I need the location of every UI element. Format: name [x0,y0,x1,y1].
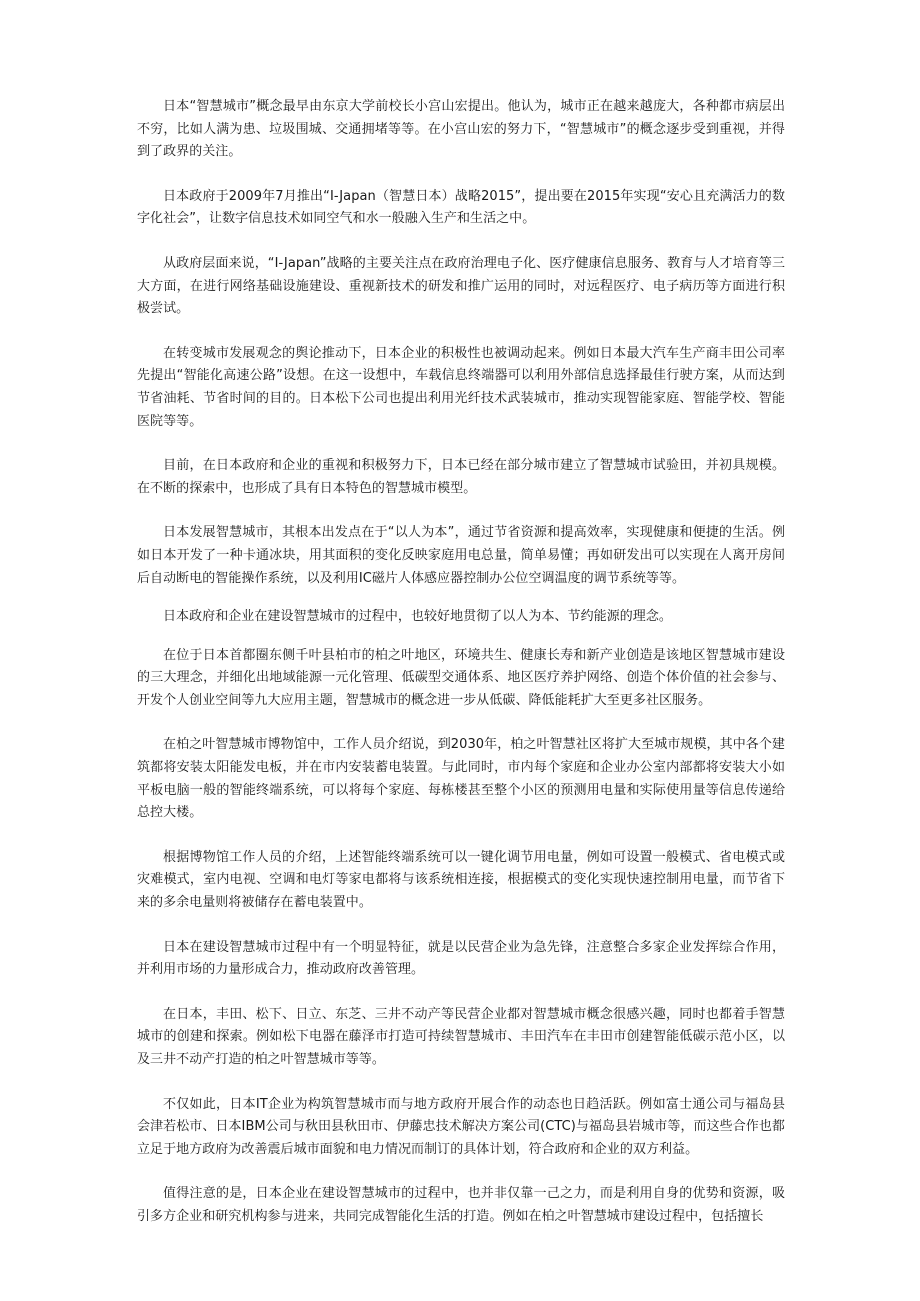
paragraph-4: 在转变城市发展观念的舆论推动下，日本企业的积极性也被调动起来。例如日本最大汽车生产商丰田公司率先提出“智能化高速公路”设想。在这一设想中，车载信息终端器可以利用外部信息选择最佳行驶方案，从而达到节省油耗、节省时间的目的。日本松下公司也提出利用光纤技术武装城市，推动实现智能家庭、智能学校、智能医院等等。 [137,345,785,429]
paragraph-10: 根据博物馆工作人员的介绍，上述智能终端系统可以一键化调节用电量，例如可设置一般模式、省电模式或灾难模式，室内电视、空调和电灯等家电都将与该系统相连接，根据模式的变化实现快速控制用电量，而节省下来的多余电量则将被储存在蓄电装置中。 [137,849,785,911]
paragraph-7: 日本政府和企业在建设智慧城市的过程中，也较好地贯彻了以人为本、节约能源的理念。 [163,609,672,625]
paragraph-gap [137,500,785,522]
document-page [137,96,785,1229]
paragraph-9: 在柏之叶智慧城市博物馆中，工作人员介绍说，到2030年，柏之叶智慧社区将扩大至城市规模，其中各个建筑都将安装太阳能发电板，并在市内安装蓄电装置。与此同时，市内每个家庭和企业办公室内部都将安装大小如平板电脑一般的智能终端系统，可以将每个家庭、每栋楼甚至整个小区的预测用电量和实际使用量等信息传递给总控大楼。 [137,737,785,821]
paragraph-1: 日本“智慧城市”概念最早由东京大学前校长小宫山宏提出。他认为，城市正在越来越庞大，各种都市病层出不穷，比如人满为患、垃圾围城、交通拥堵等等。在小宫山宏的努力下，“智慧城市”的概念逐步受到重视，并得到了政界的关注。 [137,99,785,160]
paragraph-gap [137,629,785,645]
paragraph-14: 值得注意的是，日本企业在建设智慧城市的过程中，也并非仅靠一己之力，而是利用自身的优势和资源，吸引多方企业和研究机构参与进来，共同完成智能化生活的打造。例如在柏之叶智慧城市建设过程中，包括擅长 [137,1186,785,1224]
paragraph-gap [137,1072,785,1094]
paragraph-gap [137,433,785,455]
paragraph-gap [137,321,785,343]
paragraph-5: 目前，在日本政府和企业的重视和积极努力下，日本已经在部分城市建立了智慧城市试验田，并初具规模。在不断的探索中，也形成了具有日本特色的智慧城市模型。 [137,458,785,496]
paragraph-gap [137,590,785,606]
paragraph-gap [137,915,785,937]
paragraph-6: 日本发展智慧城市，其根本出发点在于“以人为本”，通过节省资源和提高效率，实现健康和便捷的生活。例如日本开发了一种卡通冰块，用其面积的变化反映家庭用电总量，简单易懂；再如研发出可以实现在人离开房间后自动断电的智能操作系统，以及利用IC磁片人体感应器控制办公位空调温度的调节系统等等。 [137,525,785,586]
paragraph-13: 不仅如此，日本IT企业为构筑智慧城市而与地方政府开展合作的动态也日趋活跃。例如富士通公司与福岛县会津若松市、日本IBM公司与秋田县秋田市、伊藤忠技术解决方案公司(CTC)与福岛县岩城市等，而这些合作也都立足于地方政府为改善震后城市面貌和电力情况而制订的具体计划，符合政府和企业的双方利益。 [137,1096,785,1157]
paragraph-gap [137,712,785,734]
paragraph-12: 在日本，丰田、松下、日立、东芝、三井不动产等民营企业都对智慧城市概念很感兴趣，同时也都着手智慧城市的创建和探索。例如松下电器在藤泽市打造可持续智慧城市、丰田汽车在丰田市创建智能低碳示范小区，以及三井不动产打造的柏之叶智慧城市等等。 [137,1006,785,1067]
paragraph-gap [137,1161,785,1183]
paragraph-gap [137,231,785,253]
paragraph-2: 日本政府于2009年7月推出“I-Japan（智慧日本）战略2015”，提出要在2015年实现“安心且充满活力的数字化社会”，让数字信息技术如同空气和水一般融入生产和生活之中。 [137,188,785,227]
paragraph-gap [137,982,785,1004]
paragraph-11: 日本在建设智慧城市过程中有一个明显特征，就是以民营企业为急先锋，注意整合多家企业发挥综合作用，并利用市场的力量形成合力，推动政府改善管理。 [137,939,785,978]
paragraph-gap [137,164,785,186]
paragraph-gap [137,825,785,847]
paragraph-3: 从政府层面来说，“I-Japan”战略的主要关注点在政府治理电子化、医疗健康信息服务、教育与人才培育等三大方面，在进行网络基础设施建设、重视新技术的研发和推广运用的同时，对远程医疗、电子病历等方面进行积极尝试。 [137,255,785,317]
paragraph-8: 在位于日本首都圈东侧千叶县柏市的柏之叶地区，环境共生、健康长寿和新产业创造是该地区智慧城市建设的三大理念，并细化出地域能源一元化管理、低碳型交通体系、地区医疗养护网络、创造个体价值的社会参与、开发个人创业空间等九大应用主题，智慧城市的概念进一步从低碳、降低能耗扩大至更多社区服务。 [137,647,785,708]
